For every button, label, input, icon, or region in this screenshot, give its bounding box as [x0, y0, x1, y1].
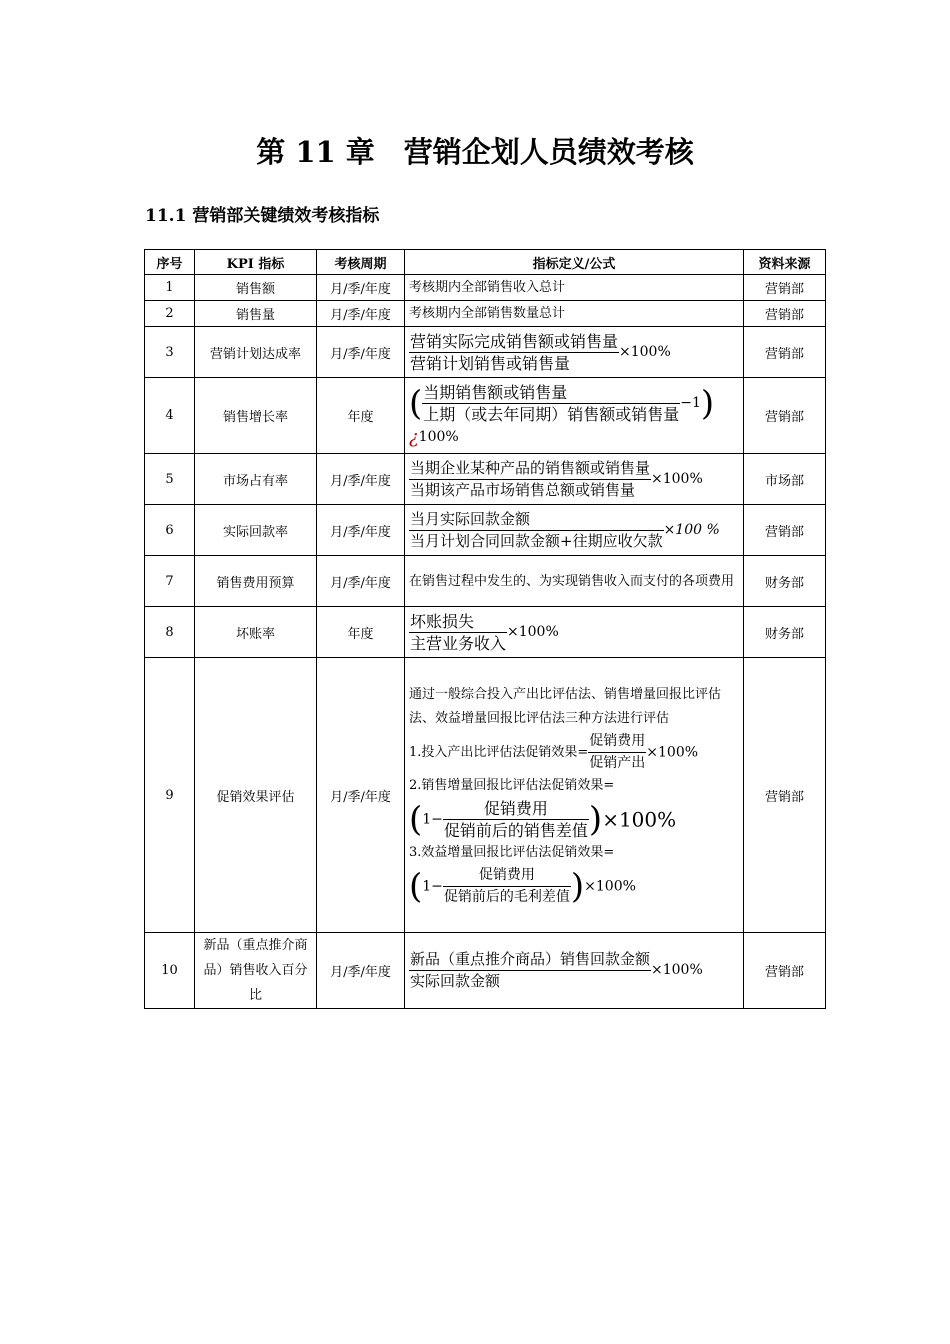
row-no: 9 — [145, 658, 195, 933]
denominator: 主营业务收入 — [410, 633, 507, 653]
fraction — [443, 798, 589, 841]
method-1 — [409, 731, 739, 774]
row-source: 营销部 — [744, 933, 826, 1009]
numerator: 坏账损失 — [409, 611, 507, 633]
row-kpi: 营销计划达成率 — [195, 327, 317, 378]
method-3-label: 3.效益增量回报比评估法促销效果= — [409, 844, 615, 860]
row-no: 10 — [145, 933, 195, 1009]
row-no: 4 — [145, 378, 195, 454]
row-formula — [405, 607, 744, 658]
multiplier: ×100% — [602, 807, 677, 831]
row-period: 年度 — [317, 378, 405, 454]
one-minus: 1− — [422, 811, 443, 827]
multiplier: ×100% — [651, 962, 703, 978]
row-period: 月/季/年度 — [317, 933, 405, 1009]
denominator: 营销计划销售或销售量 — [410, 353, 571, 373]
denominator: 实际回款金额 — [410, 972, 501, 990]
row-kpi: 坏账率 — [195, 607, 317, 658]
row-period: 年度 — [317, 607, 405, 658]
header-no: 序号 — [145, 250, 195, 275]
row-period: 月/季/年度 — [317, 327, 405, 378]
multiplier: ×100% — [651, 470, 703, 487]
fraction — [409, 331, 619, 374]
fraction — [588, 731, 646, 774]
method-intro: 通过一般综合投入产出比评估法、销售增量回报比评估法、效益增量回报比评估法三种方法进行评估 — [409, 686, 722, 726]
denominator: 促销前后的毛利差值 — [443, 888, 570, 905]
multiplier: ×100% — [619, 343, 671, 360]
table-row — [145, 556, 826, 607]
section-title: 11.1 营销部关键绩效考核指标 — [145, 206, 380, 226]
row-definition: 在销售过程中发生的、为实现销售收入而支付的各项费用 — [405, 556, 744, 607]
numerator: 促销费用 — [443, 798, 589, 820]
numerator: 新品（重点推介商品）销售回款金额 — [409, 949, 651, 971]
fraction — [409, 509, 664, 552]
row-source: 营销部 — [744, 301, 826, 327]
chapter-title: 第 11 章 营销企划人员绩效考核 — [256, 135, 694, 169]
row-no: 2 — [145, 301, 195, 327]
table-row — [145, 607, 826, 658]
row-source: 财务部 — [744, 607, 826, 658]
row-period: 月/季/年度 — [317, 301, 405, 327]
row-source: 营销部 — [744, 505, 826, 556]
numerator: 促销费用 — [443, 865, 571, 887]
header-kpi: KPI 指标 — [195, 250, 317, 275]
fraction — [409, 458, 651, 501]
multiplier: ×100% — [646, 744, 699, 760]
one-minus: 1− — [422, 878, 443, 894]
garbled-glyph: ¿ — [409, 426, 419, 448]
row-kpi: 促销效果评估 — [195, 658, 317, 933]
row-no: 1 — [145, 275, 195, 301]
multiplier: ×100 % — [663, 521, 720, 538]
method-1-label: 1.投入产出比评估法促销效果= — [409, 744, 589, 760]
table-row — [145, 933, 826, 1009]
numerator: 当月实际回款金额 — [409, 509, 664, 531]
row-no: 7 — [145, 556, 195, 607]
row-no: 8 — [145, 607, 195, 658]
fraction — [443, 865, 571, 908]
multiplier: ×100% — [584, 878, 636, 894]
row-no: 6 — [145, 505, 195, 556]
row-period: 月/季/年度 — [317, 505, 405, 556]
row-period: 月/季/年度 — [317, 556, 405, 607]
numerator: 当期企业某种产品的销售额或销售量 — [409, 458, 651, 480]
table-row — [145, 378, 826, 454]
fraction — [409, 949, 651, 992]
row-definition: 考核期内全部销售数量总计 — [405, 301, 744, 327]
row-source: 营销部 — [744, 327, 826, 378]
row-kpi: 新品（重点推介商品）销售收入百分比 — [195, 933, 317, 1009]
table-row — [145, 301, 826, 327]
row-formula — [405, 327, 744, 378]
row-formula — [405, 658, 744, 933]
row-source: 营销部 — [744, 378, 826, 454]
method-2: (1− $\frac{\text{促销费用}}{\text{促销前后的销售差值}}$ )×100% — [409, 798, 677, 840]
table-row — [145, 327, 826, 378]
table-row — [145, 658, 826, 933]
row-kpi: 销售额 — [195, 275, 317, 301]
method-3: (1− $\frac{\text{促销费用}}{\text{促销前后的毛利差值}}$ )×100% — [409, 866, 636, 906]
table-row — [145, 505, 826, 556]
row-source: 营销部 — [744, 658, 826, 933]
table-row — [145, 275, 826, 301]
fraction — [422, 382, 680, 425]
row-period: 月/季/年度 — [317, 454, 405, 505]
multiplier: 100% — [418, 428, 459, 445]
table-header-row — [145, 250, 826, 275]
denominator: 促销前后的销售差值 — [443, 820, 588, 840]
multiplier: ×100% — [507, 623, 559, 640]
row-formula: ( $\frac{\text{当期销售额或销售量}}{\text{上期（或去年同期）销售额或销售量}}$ −1)¿100% — [405, 378, 744, 454]
header-period: 考核周期 — [317, 250, 405, 275]
row-formula — [405, 454, 744, 505]
row-formula — [405, 505, 744, 556]
numerator: 营销实际完成销售额或销售量 — [410, 331, 619, 351]
row-source: 财务部 — [744, 556, 826, 607]
denominator: 上期（或去年同期）销售额或销售量 — [423, 404, 680, 424]
minus-one: −1 — [680, 394, 701, 411]
row-period: 月/季/年度 — [317, 275, 405, 301]
method-2-label: 2.销售增量回报比评估法促销效果= — [409, 777, 615, 793]
row-kpi: 市场占有率 — [195, 454, 317, 505]
row-formula — [405, 933, 744, 1009]
header-source: 资料来源 — [744, 250, 826, 275]
row-source: 市场部 — [744, 454, 826, 505]
row-period: 月/季/年度 — [317, 658, 405, 933]
denominator: 当月计划合同回款金额+往期应收欠款 — [410, 531, 663, 550]
row-kpi: 销售增长率 — [195, 378, 317, 454]
numerator: 促销费用 — [588, 731, 646, 753]
row-kpi: 实际回款率 — [195, 505, 317, 556]
fraction — [409, 611, 507, 654]
row-source: 营销部 — [744, 275, 826, 301]
row-no: 3 — [145, 327, 195, 378]
kpi-table — [144, 249, 826, 1009]
header-definition: 指标定义/公式 — [405, 250, 744, 275]
numerator: 当期销售额或销售量 — [422, 382, 680, 404]
row-definition: 考核期内全部销售收入总计 — [405, 275, 744, 301]
table-row — [145, 454, 826, 505]
denominator: 促销产出 — [589, 754, 646, 771]
row-kpi: 销售费用预算 — [195, 556, 317, 607]
row-kpi: 销售量 — [195, 301, 317, 327]
row-no: 5 — [145, 454, 195, 505]
denominator: 当期该产品市场销售总额或销售量 — [410, 480, 636, 499]
